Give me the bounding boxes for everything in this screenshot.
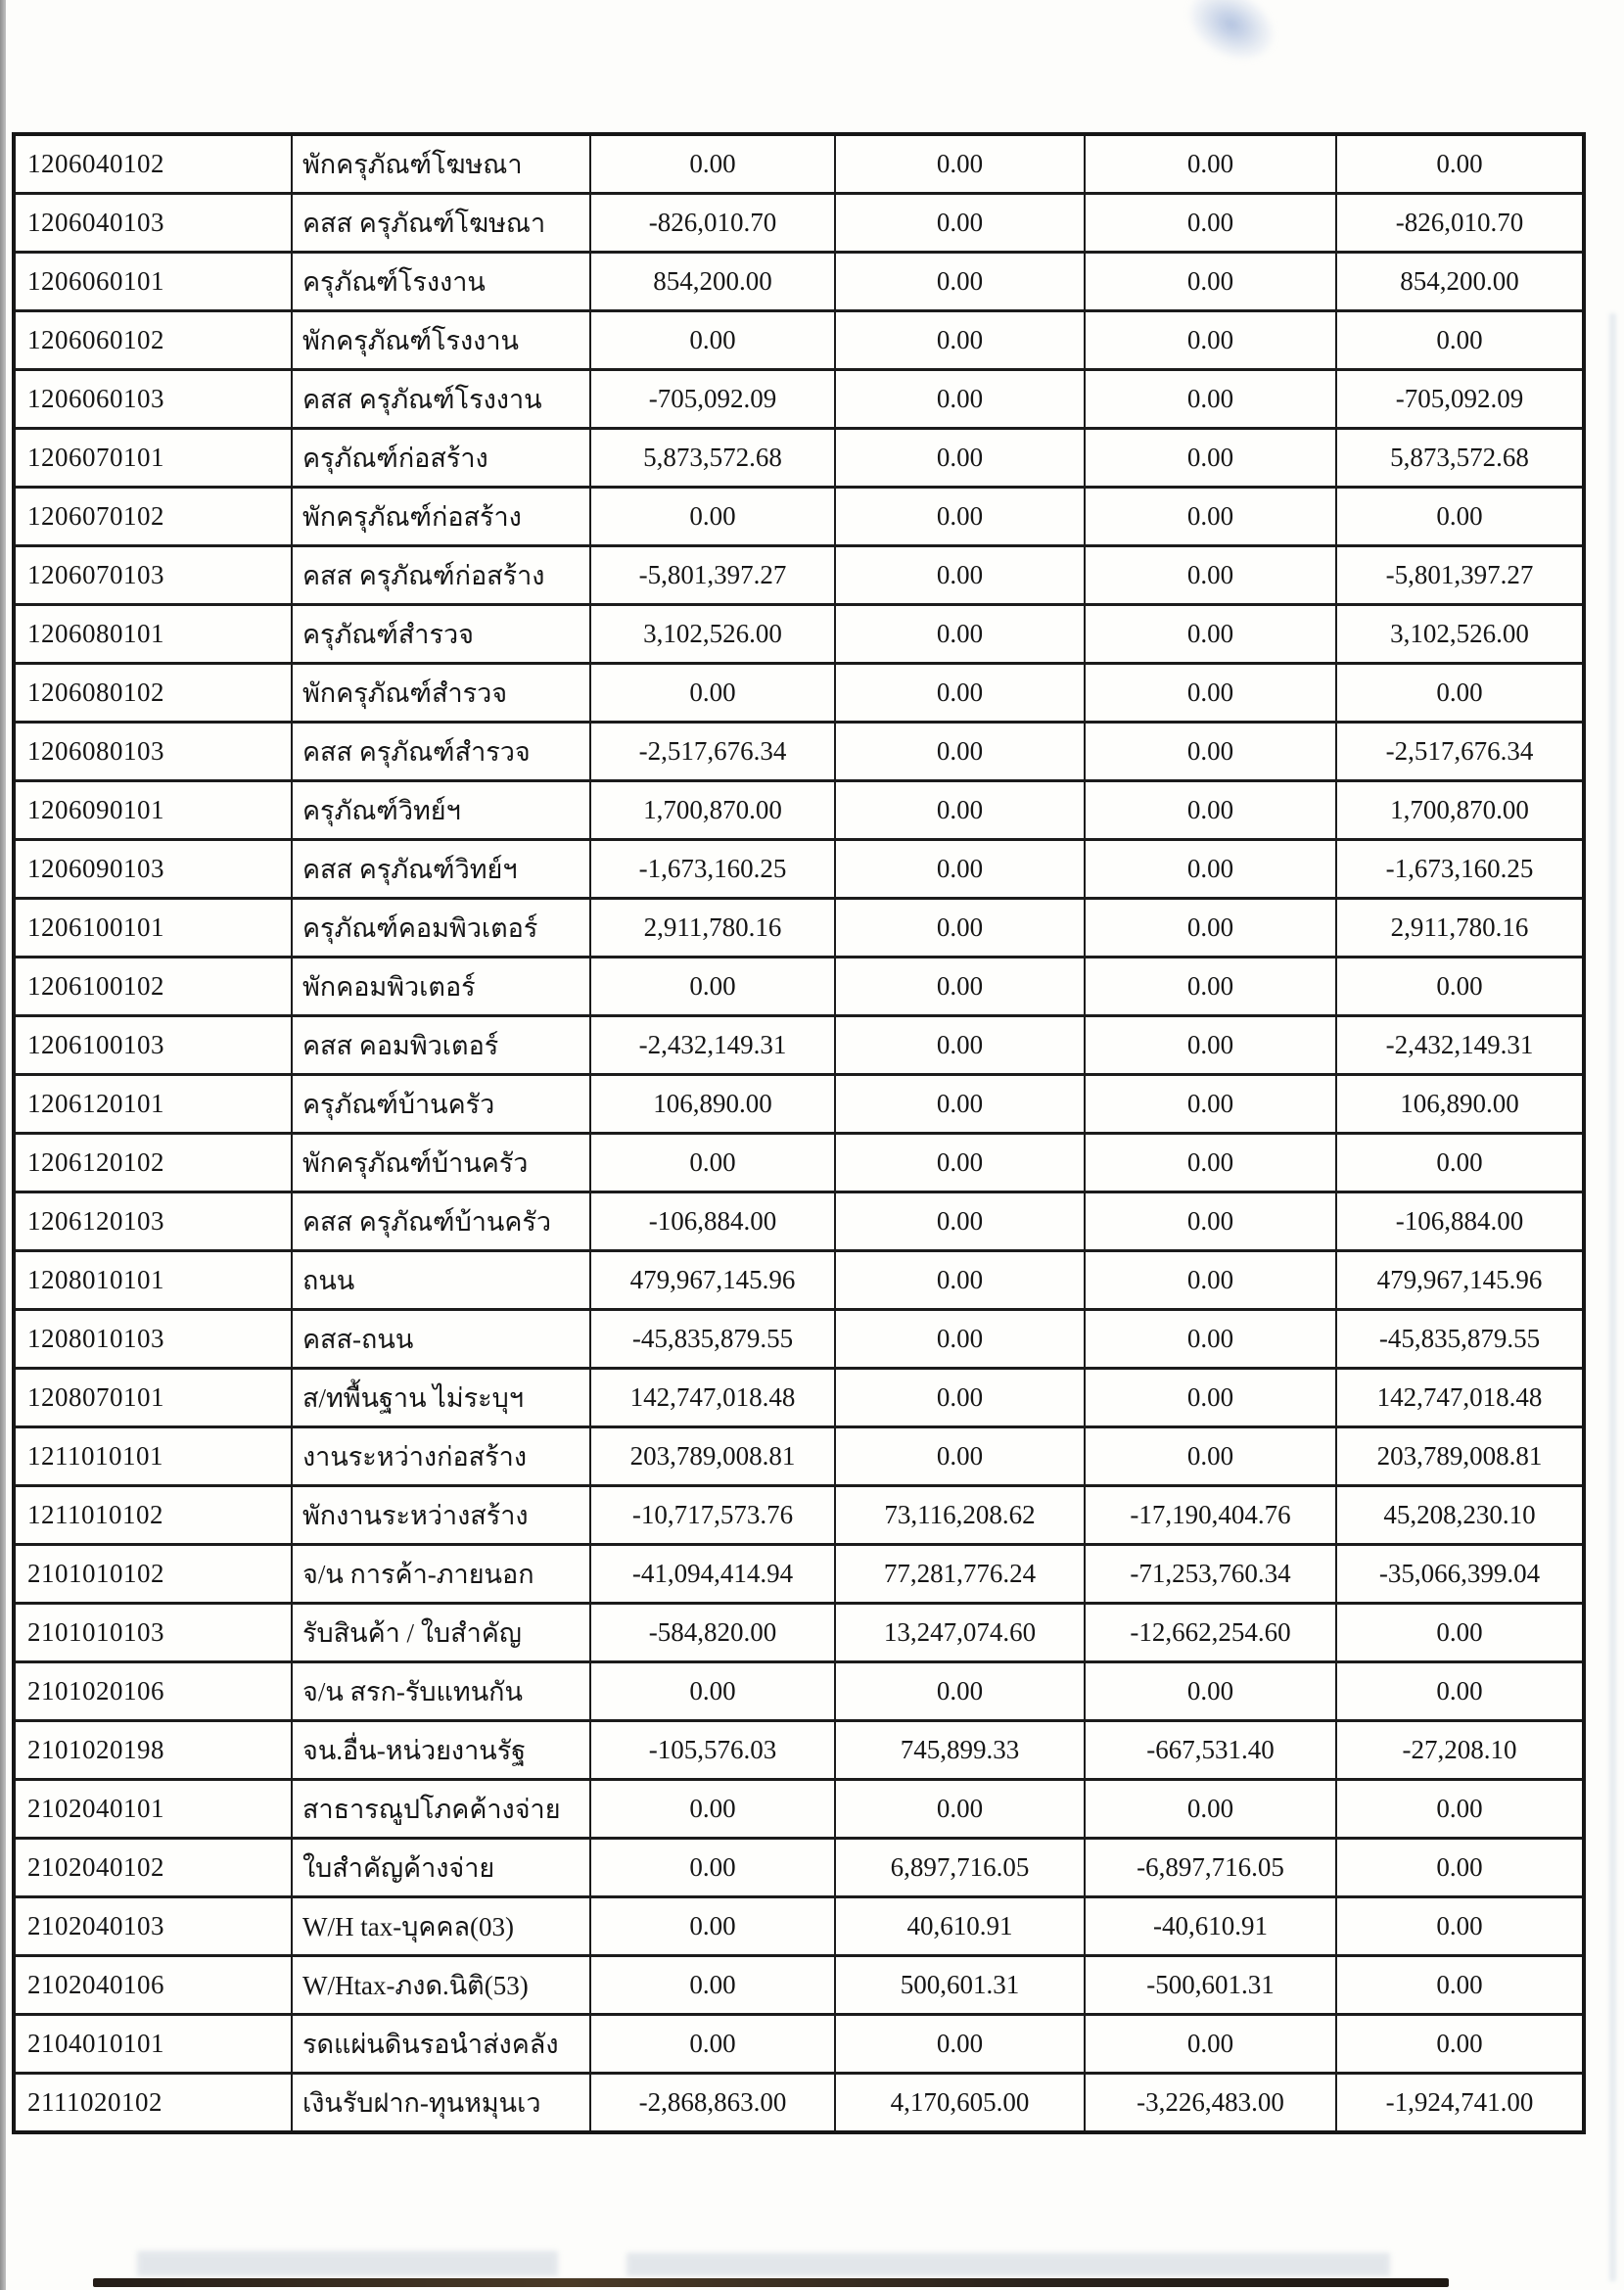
account-code-cell: 2111020102 (14, 2074, 292, 2133)
account-name-cell: พักครุภัณฑ์โรงงาน (292, 311, 590, 370)
account-code-cell: 1206040102 (14, 134, 292, 194)
amount-col4-cell: 106,890.00 (1336, 1075, 1584, 1134)
account-name-cell: พักคอมพิวเตอร์ (292, 958, 590, 1016)
amount-col3-cell: 0.00 (1085, 429, 1336, 488)
amount-col3-cell: 0.00 (1085, 1662, 1336, 1721)
table-row (14, 1134, 1584, 1192)
account-code-cell: 1206120103 (14, 1192, 292, 1251)
amount-col4-cell: 0.00 (1336, 1956, 1584, 2015)
amount-col1-cell: -105,576.03 (590, 1721, 835, 1780)
amount-col2-cell: 0.00 (835, 664, 1085, 723)
account-code-cell: 1206090103 (14, 840, 292, 899)
account-code-cell: 2101010102 (14, 1545, 292, 1604)
amount-col4-cell: 203,789,008.81 (1336, 1427, 1584, 1486)
amount-col2-cell: 4,170,605.00 (835, 2074, 1085, 2133)
amount-col1-cell: 203,789,008.81 (590, 1427, 835, 1486)
amount-col3-cell: 0.00 (1085, 134, 1336, 194)
scan-bottom-edge-bar (93, 2278, 1449, 2287)
table-row (14, 958, 1584, 1016)
table-row (14, 194, 1584, 253)
amount-col4-cell: -2,432,149.31 (1336, 1016, 1584, 1075)
amount-col3-cell: 0.00 (1085, 546, 1336, 605)
account-name-cell: จ/น สรก-รับแทนกัน (292, 1662, 590, 1721)
amount-col1-cell: -45,835,879.55 (590, 1310, 835, 1369)
amount-col3-cell: -40,610.91 (1085, 1897, 1336, 1956)
amount-col1-cell: 2,911,780.16 (590, 899, 835, 958)
amount-col2-cell: 0.00 (835, 546, 1085, 605)
amount-col1-cell: 5,873,572.68 (590, 429, 835, 488)
table-row (14, 723, 1584, 781)
table-row (14, 1956, 1584, 2015)
amount-col3-cell: -71,253,760.34 (1085, 1545, 1336, 1604)
amount-col1-cell: 1,700,870.00 (590, 781, 835, 840)
amount-col3-cell: -667,531.40 (1085, 1721, 1336, 1780)
amount-col2-cell: 0.00 (835, 1192, 1085, 1251)
amount-col1-cell: 0.00 (590, 1134, 835, 1192)
amount-col1-cell: -2,432,149.31 (590, 1016, 835, 1075)
account-name-cell: พักครุภัณฑ์บ้านครัว (292, 1134, 590, 1192)
table-row (14, 2015, 1584, 2074)
account-code-cell: 1206080103 (14, 723, 292, 781)
account-code-cell: 1206070102 (14, 488, 292, 546)
amount-col1-cell: 0.00 (590, 958, 835, 1016)
amount-col3-cell: 0.00 (1085, 370, 1336, 429)
account-code-cell: 1211010101 (14, 1427, 292, 1486)
amount-col4-cell: 2,911,780.16 (1336, 899, 1584, 958)
account-code-cell: 2102040103 (14, 1897, 292, 1956)
account-name-cell: คสส คอมพิวเตอร์ (292, 1016, 590, 1075)
account-code-cell: 1211010102 (14, 1486, 292, 1545)
account-code-cell: 1206060101 (14, 253, 292, 311)
scan-smudge-top-right (1172, 0, 1290, 77)
scan-shade-bottom-left (137, 2251, 558, 2276)
amount-col4-cell: -1,673,160.25 (1336, 840, 1584, 899)
account-name-cell: ครุภัณฑ์บ้านครัว (292, 1075, 590, 1134)
table-row (14, 253, 1584, 311)
table-row (14, 1780, 1584, 1839)
amount-col1-cell: 3,102,526.00 (590, 605, 835, 664)
account-code-cell: 1206120101 (14, 1075, 292, 1134)
amount-col3-cell: 0.00 (1085, 605, 1336, 664)
amount-col4-cell: 0.00 (1336, 1839, 1584, 1897)
account-name-cell: คสส ครุภัณฑ์โฆษณา (292, 194, 590, 253)
account-code-cell: 2101020198 (14, 1721, 292, 1780)
amount-col4-cell: -2,517,676.34 (1336, 723, 1584, 781)
account-code-cell: 2102040102 (14, 1839, 292, 1897)
amount-col4-cell: 0.00 (1336, 1604, 1584, 1662)
amount-col3-cell: 0.00 (1085, 311, 1336, 370)
account-name-cell: W/Htax-ภงด.นิติ(53) (292, 1956, 590, 2015)
amount-col4-cell: -27,208.10 (1336, 1721, 1584, 1780)
amount-col2-cell: 0.00 (835, 1427, 1085, 1486)
account-code-cell: 2102040101 (14, 1780, 292, 1839)
amount-col3-cell: 0.00 (1085, 1134, 1336, 1192)
account-name-cell: สาธารณูปโภคค้างจ่าย (292, 1780, 590, 1839)
account-code-cell: 1206080101 (14, 605, 292, 664)
account-table-body (14, 134, 1584, 2132)
amount-col4-cell: 854,200.00 (1336, 253, 1584, 311)
amount-col1-cell: -2,517,676.34 (590, 723, 835, 781)
amount-col1-cell: -41,094,414.94 (590, 1545, 835, 1604)
amount-col4-cell: 0.00 (1336, 958, 1584, 1016)
amount-col2-cell: 0.00 (835, 1134, 1085, 1192)
amount-col3-cell: 0.00 (1085, 1427, 1336, 1486)
amount-col1-cell: 0.00 (590, 664, 835, 723)
amount-col2-cell: 77,281,776.24 (835, 1545, 1085, 1604)
amount-col2-cell: 73,116,208.62 (835, 1486, 1085, 1545)
account-name-cell: เงินรับฝาก-ทุนหมุนเว (292, 2074, 590, 2133)
amount-col3-cell: 0.00 (1085, 1192, 1336, 1251)
amount-col1-cell: -106,884.00 (590, 1192, 835, 1251)
account-code-cell: 1206070103 (14, 546, 292, 605)
amount-col2-cell: 0.00 (835, 899, 1085, 958)
account-name-cell: ครุภัณฑ์โรงงาน (292, 253, 590, 311)
account-code-cell: 1206120102 (14, 1134, 292, 1192)
account-code-cell: 1208010103 (14, 1310, 292, 1369)
table-row (14, 546, 1584, 605)
amount-col3-cell: 0.00 (1085, 1780, 1336, 1839)
amount-col1-cell: 479,967,145.96 (590, 1251, 835, 1310)
amount-col1-cell: 142,747,018.48 (590, 1369, 835, 1427)
account-name-cell: ใบสำคัญค้างจ่าย (292, 1839, 590, 1897)
amount-col2-cell: 0.00 (835, 723, 1085, 781)
account-name-cell: คสส-ถนน (292, 1310, 590, 1369)
amount-col1-cell: -1,673,160.25 (590, 840, 835, 899)
amount-col2-cell: 0.00 (835, 429, 1085, 488)
account-name-cell: ครุภัณฑ์ก่อสร้าง (292, 429, 590, 488)
table-row (14, 134, 1584, 194)
amount-col2-cell: 0.00 (835, 311, 1085, 370)
table-row (14, 1251, 1584, 1310)
amount-col2-cell: 500,601.31 (835, 1956, 1085, 2015)
account-name-cell: คสส ครุภัณฑ์บ้านครัว (292, 1192, 590, 1251)
table-row (14, 1369, 1584, 1427)
account-name-cell: ครุภัณฑ์วิทย์ฯ (292, 781, 590, 840)
amount-col2-cell: 745,899.33 (835, 1721, 1085, 1780)
amount-col4-cell: 45,208,230.10 (1336, 1486, 1584, 1545)
scan-streak-right (1609, 313, 1616, 2281)
amount-col2-cell: 0.00 (835, 253, 1085, 311)
amount-col2-cell: 0.00 (835, 1369, 1085, 1427)
amount-col3-cell: -6,897,716.05 (1085, 1839, 1336, 1897)
amount-col4-cell: -5,801,397.27 (1336, 546, 1584, 605)
amount-col3-cell: -12,662,254.60 (1085, 1604, 1336, 1662)
account-name-cell: ครุภัณฑ์คอมพิวเตอร์ (292, 899, 590, 958)
amount-col4-cell: 0.00 (1336, 1897, 1584, 1956)
amount-col2-cell: 0.00 (835, 194, 1085, 253)
table-row (14, 370, 1584, 429)
amount-col1-cell: -5,801,397.27 (590, 546, 835, 605)
scan-edge-left-strip (0, 0, 6, 2290)
table-row (14, 1192, 1584, 1251)
amount-col4-cell: 0.00 (1336, 1134, 1584, 1192)
scan-shade-bottom-right (626, 2253, 1390, 2276)
table-row (14, 1839, 1584, 1897)
table-row (14, 840, 1584, 899)
account-code-cell: 1206040103 (14, 194, 292, 253)
amount-col4-cell: 5,873,572.68 (1336, 429, 1584, 488)
amount-col1-cell: 0.00 (590, 311, 835, 370)
table-row (14, 1721, 1584, 1780)
amount-col4-cell: -826,010.70 (1336, 194, 1584, 253)
amount-col2-cell: 0.00 (835, 605, 1085, 664)
amount-col4-cell: 3,102,526.00 (1336, 605, 1584, 664)
amount-col2-cell: 0.00 (835, 1075, 1085, 1134)
amount-col1-cell: 0.00 (590, 2015, 835, 2074)
table-row (14, 311, 1584, 370)
amount-col4-cell: 1,700,870.00 (1336, 781, 1584, 840)
account-balance-table (12, 132, 1586, 2134)
account-name-cell: จน.อื่น-หน่วยงานรัฐ (292, 1721, 590, 1780)
table-row (14, 1486, 1584, 1545)
amount-col1-cell: 0.00 (590, 1956, 835, 2015)
amount-col2-cell: 0.00 (835, 2015, 1085, 2074)
table-row (14, 1662, 1584, 1721)
amount-col4-cell: 0.00 (1336, 488, 1584, 546)
amount-col1-cell: -10,717,573.76 (590, 1486, 835, 1545)
account-name-cell: ครุภัณฑ์สำรวจ (292, 605, 590, 664)
amount-col2-cell: 40,610.91 (835, 1897, 1085, 1956)
account-code-cell: 2102040106 (14, 1956, 292, 2015)
amount-col3-cell: -3,226,483.00 (1085, 2074, 1336, 2133)
amount-col3-cell: 0.00 (1085, 664, 1336, 723)
account-name-cell: ส/ทพื้นฐาน ไม่ระบุฯ (292, 1369, 590, 1427)
table-row (14, 1016, 1584, 1075)
amount-col3-cell: 0.00 (1085, 253, 1336, 311)
amount-col4-cell: 0.00 (1336, 664, 1584, 723)
table-row (14, 899, 1584, 958)
table-row (14, 664, 1584, 723)
account-name-cell: พักครุภัณฑ์สำรวจ (292, 664, 590, 723)
amount-col3-cell: 0.00 (1085, 1310, 1336, 1369)
amount-col4-cell: 142,747,018.48 (1336, 1369, 1584, 1427)
amount-col3-cell: 0.00 (1085, 1251, 1336, 1310)
amount-col3-cell: 0.00 (1085, 723, 1336, 781)
amount-col3-cell: -500,601.31 (1085, 1956, 1336, 2015)
account-code-cell: 1208070101 (14, 1369, 292, 1427)
amount-col4-cell: -705,092.09 (1336, 370, 1584, 429)
account-name-cell: งานระหว่างก่อสร้าง (292, 1427, 590, 1486)
amount-col2-cell: 6,897,716.05 (835, 1839, 1085, 1897)
amount-col2-cell: 0.00 (835, 1251, 1085, 1310)
account-name-cell: W/H tax-บุคคล(03) (292, 1897, 590, 1956)
table-row (14, 1075, 1584, 1134)
amount-col1-cell: 0.00 (590, 134, 835, 194)
account-name-cell: พักครุภัณฑ์ก่อสร้าง (292, 488, 590, 546)
account-code-cell: 1206100103 (14, 1016, 292, 1075)
table-row (14, 488, 1584, 546)
amount-col4-cell: -45,835,879.55 (1336, 1310, 1584, 1369)
account-code-cell: 2104010101 (14, 2015, 292, 2074)
table-row (14, 2074, 1584, 2133)
amount-col1-cell: -705,092.09 (590, 370, 835, 429)
account-code-cell: 1208010101 (14, 1251, 292, 1310)
account-code-cell: 1206100102 (14, 958, 292, 1016)
amount-col4-cell: 479,967,145.96 (1336, 1251, 1584, 1310)
amount-col4-cell: 0.00 (1336, 134, 1584, 194)
account-name-cell: รดแผ่นดินรอนำส่งคลัง (292, 2015, 590, 2074)
amount-col1-cell: 0.00 (590, 1662, 835, 1721)
amount-col2-cell: 0.00 (835, 370, 1085, 429)
account-name-cell: คสส ครุภัณฑ์สำรวจ (292, 723, 590, 781)
amount-col3-cell: 0.00 (1085, 899, 1336, 958)
account-name-cell: พักงานระหว่างสร้าง (292, 1486, 590, 1545)
table-row (14, 1427, 1584, 1486)
amount-col3-cell: 0.00 (1085, 2015, 1336, 2074)
table-row (14, 1310, 1584, 1369)
amount-col2-cell: 0.00 (835, 134, 1085, 194)
account-code-cell: 1206070101 (14, 429, 292, 488)
amount-col3-cell: 0.00 (1085, 194, 1336, 253)
amount-col2-cell: 0.00 (835, 1662, 1085, 1721)
amount-col2-cell: 0.00 (835, 840, 1085, 899)
amount-col3-cell: 0.00 (1085, 1369, 1336, 1427)
amount-col4-cell: -35,066,399.04 (1336, 1545, 1584, 1604)
amount-col4-cell: -106,884.00 (1336, 1192, 1584, 1251)
account-code-cell: 1206080102 (14, 664, 292, 723)
account-code-cell: 2101020106 (14, 1662, 292, 1721)
amount-col1-cell: 0.00 (590, 1780, 835, 1839)
account-code-cell: 1206100101 (14, 899, 292, 958)
account-name-cell: คสส ครุภัณฑ์ก่อสร้าง (292, 546, 590, 605)
account-name-cell: คสส ครุภัณฑ์โรงงาน (292, 370, 590, 429)
table-row (14, 1604, 1584, 1662)
account-code-cell: 1206090101 (14, 781, 292, 840)
account-name-cell: รับสินค้า / ใบสำคัญ (292, 1604, 590, 1662)
amount-col3-cell: 0.00 (1085, 1016, 1336, 1075)
amount-col4-cell: 0.00 (1336, 1662, 1584, 1721)
amount-col4-cell: 0.00 (1336, 1780, 1584, 1839)
amount-col3-cell: 0.00 (1085, 781, 1336, 840)
account-code-cell: 1206060102 (14, 311, 292, 370)
amount-col4-cell: 0.00 (1336, 2015, 1584, 2074)
amount-col3-cell: 0.00 (1085, 488, 1336, 546)
amount-col3-cell: 0.00 (1085, 958, 1336, 1016)
account-name-cell: พักครุภัณฑ์โฆษณา (292, 134, 590, 194)
amount-col2-cell: 0.00 (835, 488, 1085, 546)
amount-col1-cell: -2,868,863.00 (590, 2074, 835, 2133)
amount-col2-cell: 0.00 (835, 1310, 1085, 1369)
amount-col4-cell: -1,924,741.00 (1336, 2074, 1584, 2133)
amount-col2-cell: 0.00 (835, 1780, 1085, 1839)
amount-col1-cell: 854,200.00 (590, 253, 835, 311)
account-code-cell: 2101010103 (14, 1604, 292, 1662)
account-name-cell: ถนน (292, 1251, 590, 1310)
table-row (14, 429, 1584, 488)
amount-col1-cell: -826,010.70 (590, 194, 835, 253)
amount-col2-cell: 0.00 (835, 958, 1085, 1016)
table-row (14, 1545, 1584, 1604)
table-row (14, 781, 1584, 840)
amount-col4-cell: 0.00 (1336, 311, 1584, 370)
amount-col1-cell: -584,820.00 (590, 1604, 835, 1662)
table-row (14, 605, 1584, 664)
amount-col3-cell: -17,190,404.76 (1085, 1486, 1336, 1545)
amount-col1-cell: 0.00 (590, 1897, 835, 1956)
table-row (14, 1897, 1584, 1956)
amount-col1-cell: 0.00 (590, 488, 835, 546)
amount-col2-cell: 13,247,074.60 (835, 1604, 1085, 1662)
amount-col3-cell: 0.00 (1085, 840, 1336, 899)
account-name-cell: คสส ครุภัณฑ์วิทย์ฯ (292, 840, 590, 899)
account-name-cell: จ/น การค้า-ภายนอก (292, 1545, 590, 1604)
amount-col3-cell: 0.00 (1085, 1075, 1336, 1134)
amount-col1-cell: 0.00 (590, 1839, 835, 1897)
amount-col2-cell: 0.00 (835, 1016, 1085, 1075)
account-code-cell: 1206060103 (14, 370, 292, 429)
amount-col1-cell: 106,890.00 (590, 1075, 835, 1134)
amount-col2-cell: 0.00 (835, 781, 1085, 840)
